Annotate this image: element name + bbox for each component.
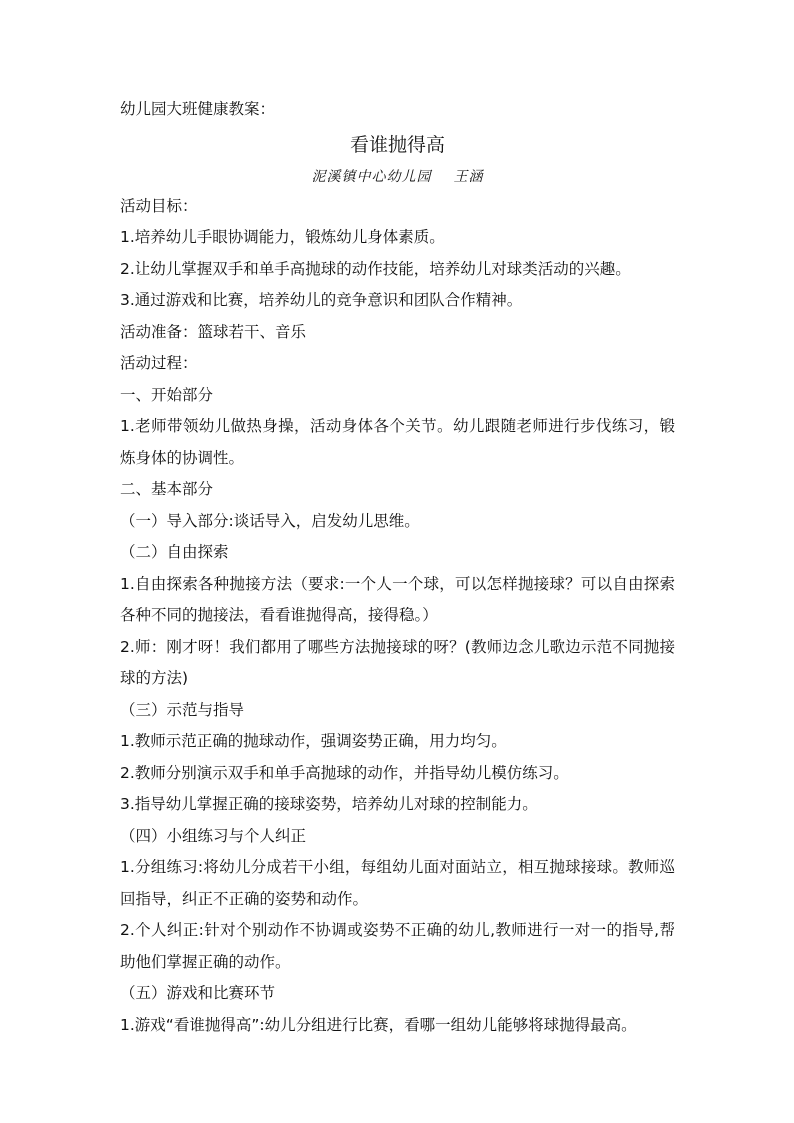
section5-item: 1.游戏“看谁抛得高”:幼儿分组进行比赛，看哪一组幼儿能够将球抛得最高。 [120, 1015, 637, 1034]
part2-heading: 二、基本部分 [120, 480, 214, 498]
document-body [120, 94, 675, 1041]
document-header: 幼儿园大班健康教案： [120, 100, 276, 118]
author-name: 王涵 [453, 168, 484, 185]
goal-item: 2.让幼儿掌握双手和单手高抛球的动作技能，培养幼儿对球类活动的兴趣。 [120, 259, 631, 278]
process-heading: 活动过程： [120, 354, 198, 372]
section3-item: 3.指导幼儿掌握正确的接球姿势，培养幼儿对球的控制能力。 [120, 795, 538, 813]
section5-heading: （五）游戏和比赛环节 [120, 984, 276, 1002]
document-author [120, 165, 675, 189]
section3-item: 2.教师分别演示双手和单手高抛球的动作，并指导幼儿模仿练习。 [120, 763, 569, 782]
section2-item: 1.自由探索各种抛接方法（要求:一个人一个球，可以怎样抛接球？可以自由探索各种不同的抛接法，看看谁抛得高，接得稳。） [120, 574, 675, 624]
section3-heading: （三）示范与指导 [120, 700, 245, 719]
section4-item: 1.分组练习:将幼儿分成若干小组，每组幼儿面对面站立，相互抛球接球。教师巡回指导，纠正不正确的姿势和动作。 [120, 858, 675, 908]
document-title: 看谁抛得高 [349, 133, 445, 156]
section4-heading: （四）小组练习与个人纠正 [120, 826, 307, 845]
preparation-line: 活动准备：篮球若干、音乐 [120, 322, 307, 341]
part1-item: 1.老师带领幼儿做热身操，活动身体各个关节。幼儿跟随老师进行步伐练习，锻炼身体的协调性。 [120, 417, 675, 467]
goal-item: 3.通过游戏和比赛，培养幼儿的竞争意识和团队合作精神。 [120, 291, 523, 309]
author-school: 泥溪镇中心幼儿园 [311, 168, 432, 185]
section2-heading: （二）自由探索 [120, 543, 229, 561]
section4-item: 2.个人纠正:针对个别动作不协调或姿势不正确的幼儿,教师进行一对一的指导,帮助他们掌握正确的动作。 [120, 921, 675, 971]
part1-heading: 一、开始部分 [120, 385, 214, 404]
goals-heading: 活动目标： [120, 196, 198, 215]
section3-item: 1.教师示范正确的抛球动作，强调姿势正确，用力均匀。 [120, 732, 507, 750]
section1-line: （一）导入部分:谈话导入，启发幼儿思维。 [120, 511, 420, 530]
section2-item: 2.师：刚才呀！我们都用了哪些方法抛接球的呀？(教师边念儿歌边示范不同抛接球的方法) [120, 637, 675, 687]
goal-item: 1.培养幼儿手眼协调能力，锻炼幼儿身体素质。 [120, 228, 445, 246]
